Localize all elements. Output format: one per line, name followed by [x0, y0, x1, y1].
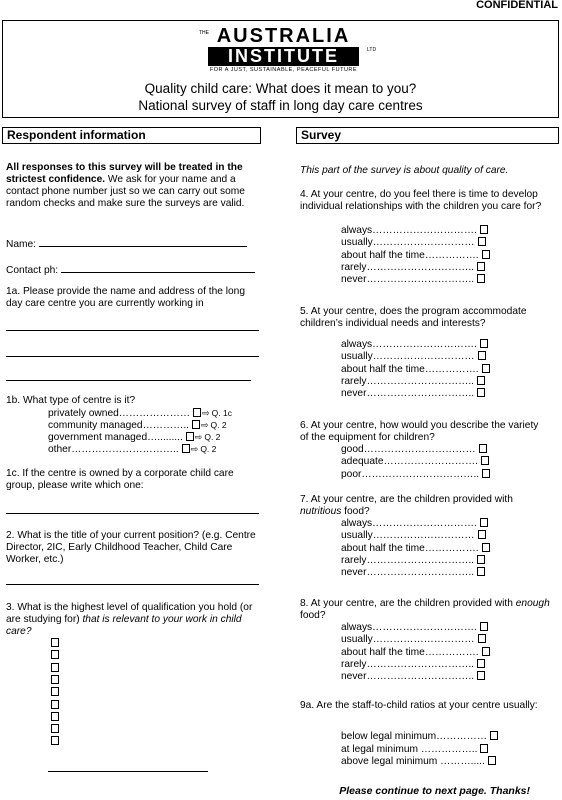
checkbox[interactable]: [477, 671, 485, 680]
q8-frequency-option[interactable]: [341, 647, 490, 659]
qualification-option[interactable]: [48, 638, 59, 650]
australia-institute-logo: [199, 25, 377, 74]
q5-frequency-option-label: rarely…………………………..: [341, 375, 475, 387]
qualification-option[interactable]: [48, 675, 59, 687]
q8-frequency-option-label: usually…………………………: [341, 634, 475, 646]
q9a-ratio-option-label: below legal minimum……………: [341, 731, 488, 742]
checkbox[interactable]: [51, 675, 59, 684]
q6-variety-option-label: poor……………………………..: [341, 468, 480, 480]
q3-text: 3. What is the highest level of qualification you hold (or are studying for): [6, 602, 253, 625]
qualification-option[interactable]: [48, 663, 59, 675]
q9a-ratio-option-label: at legal minimum ……………..: [341, 743, 478, 755]
checkbox[interactable]: [481, 456, 489, 465]
skip-to-label: Q. 2: [204, 432, 221, 442]
checkbox[interactable]: [478, 634, 486, 643]
q7-frequency-option-label: about half the time…………….: [341, 542, 479, 554]
q8-italic: enough: [515, 598, 550, 609]
question-2: 2. What is the title of your current position? (e.g. Centre Director, 2IC, Early Childhood Teacher, Child Care Worker, etc.): [6, 530, 256, 565]
checkbox[interactable]: [477, 262, 485, 271]
question-4: 4. At your centre, do you feel there is time to develop individual relationships with the children you care for?: [300, 189, 542, 212]
checkbox[interactable]: [51, 736, 59, 745]
q5-frequency-option-label: about half the time…………….: [341, 363, 479, 375]
arrow-right-icon: ⇨: [194, 432, 203, 442]
q4-frequency-option[interactable]: [341, 274, 485, 286]
skip-to-label: Q. 2: [210, 420, 227, 430]
q7-frequency-option[interactable]: [341, 555, 485, 567]
q7-frequency-option-label: rarely…………………………..: [341, 554, 475, 566]
q4-frequency-option[interactable]: [341, 250, 490, 262]
checkbox[interactable]: [51, 724, 59, 733]
q5-frequency-option[interactable]: [341, 351, 486, 363]
q5-frequency-option-label: always………………………….: [341, 339, 477, 350]
q9a-ratio-option[interactable]: [341, 756, 496, 768]
checkbox[interactable]: [478, 530, 486, 539]
q8-frequency-option-label: about half the time…………….: [341, 646, 479, 658]
q2-answer-line[interactable]: [6, 584, 259, 585]
question-6: 6. At your centre, how would you describe the variety of the equipment for children?: [300, 420, 539, 443]
q6-variety-option-label: good……………………………: [341, 444, 476, 455]
survey-title: Quality child care: What does it mean to you?: [144, 81, 417, 96]
respondent-info-header: Respondent information: [2, 127, 261, 144]
q8-end: food?: [300, 610, 326, 621]
question-5: 5. At your centre, does the program accommodate children’s individual needs and interests?: [300, 306, 527, 329]
centre-type-option-label: community managed…………..: [48, 420, 189, 431]
logo-ltd: LTD: [367, 47, 377, 53]
checkbox[interactable]: [193, 408, 201, 417]
q4-frequency-option-label: always………………………….: [341, 225, 477, 236]
name-field[interactable]: [39, 236, 247, 247]
question-9a: 9a. Are the staff-to-child ratios at your centre usually:: [300, 700, 538, 711]
q7-frequency-option[interactable]: [341, 530, 486, 542]
q7-frequency-option-label: always………………………….: [341, 518, 477, 529]
q1a-answer-line-2[interactable]: [6, 356, 259, 357]
qualification-option[interactable]: [48, 712, 59, 724]
q8-frequency-option[interactable]: [341, 671, 485, 683]
q7-end: food?: [341, 506, 370, 517]
arrow-right-icon: ⇨: [190, 444, 199, 454]
name-label: Name:: [6, 239, 39, 250]
q5-frequency-option[interactable]: [341, 388, 485, 400]
q7-frequency-option[interactable]: [341, 518, 488, 530]
checkbox[interactable]: [480, 225, 488, 234]
checkbox[interactable]: [477, 274, 485, 283]
question-1c: 1c. If the centre is owned by a corporate child care group, please write which one:: [6, 468, 234, 491]
question-8: [300, 598, 552, 622]
qualification-option[interactable]: [48, 650, 59, 662]
checkbox[interactable]: [482, 469, 490, 478]
contact-phone-field[interactable]: [61, 262, 255, 273]
checkbox[interactable]: [478, 351, 486, 360]
checkbox[interactable]: [478, 237, 486, 246]
intro-bold: All responses to this survey will be treated in the strictest confidence.: [6, 162, 243, 185]
q4-frequency-option-label: about half the time…………….: [341, 249, 479, 261]
q6-variety-option[interactable]: [341, 469, 490, 481]
q8-frequency-option-label: rarely…………………………..: [341, 658, 475, 670]
q6-variety-option[interactable]: [341, 456, 489, 468]
confidential-label: CONFIDENTIAL: [476, 0, 558, 11]
name-row: [6, 236, 247, 251]
checkbox[interactable]: [477, 388, 485, 397]
q1c-answer-line[interactable]: [6, 513, 259, 514]
qualification-option[interactable]: [48, 724, 59, 736]
q3-italic: that is relevant to your work in child care?: [6, 614, 242, 637]
survey-header: [2, 20, 559, 118]
q7-frequency-option-label: never…………………………..: [341, 567, 475, 579]
q7-frequency-option[interactable]: [341, 567, 485, 579]
q8-frequency-option-label: always………………………….: [341, 622, 477, 633]
q5-frequency-option-label: usually…………………………: [341, 351, 475, 363]
q6-variety-option[interactable]: [341, 444, 487, 456]
question-1a: 1a. Please provide the name and address of the long day care centre you are currently working in: [6, 286, 246, 309]
intro-text: [6, 162, 256, 210]
q9a-ratio-option-label: above legal minimum ……….....: [341, 756, 485, 767]
survey-intro: This part of the survey is about quality of care.: [300, 165, 509, 176]
checkbox[interactable]: [182, 444, 190, 453]
checkbox[interactable]: [192, 420, 200, 429]
checkbox[interactable]: [51, 712, 59, 721]
logo-line1: AUSTRALIA: [216, 25, 351, 47]
checkbox[interactable]: [51, 638, 59, 647]
checkbox[interactable]: [51, 687, 59, 696]
qualification-option[interactable]: [48, 687, 59, 699]
checkbox[interactable]: [490, 731, 498, 740]
survey-header-bar: Survey: [296, 127, 559, 144]
q9a-ratio-option[interactable]: [341, 744, 488, 756]
q8-frequency-option[interactable]: [341, 659, 485, 671]
arrow-right-icon: ⇨: [200, 420, 209, 430]
survey-subtitle: National survey of staff in long day care centres: [138, 98, 423, 113]
logo-tagline: FOR A JUST, SUSTAINABLE, PEACEFUL FUTURE: [209, 67, 358, 73]
checkbox[interactable]: [480, 622, 488, 631]
q5-frequency-option-label: never…………………………..: [341, 388, 475, 400]
q4-frequency-option[interactable]: [341, 237, 486, 249]
qualification-option[interactable]: [48, 736, 59, 748]
centre-type-option[interactable]: [48, 443, 216, 456]
q5-frequency-option[interactable]: [341, 364, 490, 376]
checkbox[interactable]: [51, 650, 59, 659]
checkbox[interactable]: [186, 432, 194, 441]
checkbox[interactable]: [477, 659, 485, 668]
q7-frequency-option[interactable]: [341, 543, 490, 555]
contact-label: Contact ph:: [6, 265, 61, 276]
logo-the: THE: [199, 30, 209, 36]
contact-row: [6, 262, 255, 277]
checkbox[interactable]: [480, 339, 488, 348]
checkbox[interactable]: [482, 364, 490, 373]
logo-line2: INSTITUTE: [208, 47, 359, 66]
checkbox[interactable]: [477, 376, 485, 385]
qualification-option[interactable]: [48, 700, 59, 712]
q4-frequency-option-label: usually…………………………: [341, 237, 475, 249]
q6-variety-option-label: adequate……………………….: [341, 456, 479, 468]
arrow-right-icon: ⇨: [202, 408, 210, 418]
respondent-column: [6, 162, 256, 210]
checkbox[interactable]: [477, 567, 485, 576]
continue-footer: Please continue to next page. Thanks!: [339, 785, 530, 797]
q7-text: 7. At your centre, are the children provided with: [300, 494, 513, 505]
q4-frequency-option-label: rarely…………………………..: [341, 261, 475, 273]
q1a-answer-line-3[interactable]: [6, 380, 251, 381]
centre-type-option-label: privately owned…………………: [48, 408, 191, 419]
q5-frequency-option[interactable]: [341, 376, 485, 388]
q4-frequency-option[interactable]: [341, 262, 485, 274]
intro-rest: We ask for your name and a contact phone number just so we can carry out some random checks and make sure the surveys are valid.: [6, 174, 245, 209]
specify-field[interactable]: [48, 761, 208, 772]
qualification-option[interactable]: [48, 761, 208, 776]
checkbox[interactable]: [488, 756, 496, 765]
question-1b: 1b. What type of centre is it?: [6, 395, 136, 406]
q1a-answer-line-1[interactable]: [6, 330, 259, 331]
checkbox[interactable]: [482, 543, 490, 552]
q4-frequency-option[interactable]: [341, 225, 488, 237]
q7-frequency-option-label: usually…………………………: [341, 530, 475, 542]
q8-frequency-option[interactable]: [341, 634, 486, 646]
checkbox[interactable]: [482, 250, 490, 259]
checkbox[interactable]: [480, 744, 488, 753]
q8-frequency-option-label: never…………………………..: [341, 671, 475, 683]
q8-frequency-option[interactable]: [341, 622, 488, 634]
checkbox[interactable]: [477, 555, 485, 564]
checkbox[interactable]: [480, 518, 488, 527]
centre-type-option-label: government managed….........: [48, 432, 183, 443]
q4-frequency-option-label: never…………………………..: [341, 274, 475, 286]
q9a-ratio-option[interactable]: [341, 731, 498, 743]
checkbox[interactable]: [479, 444, 487, 453]
q5-frequency-option[interactable]: [341, 339, 488, 351]
skip-to-label: Q. 1c: [211, 408, 232, 418]
checkbox[interactable]: [51, 700, 59, 709]
checkbox[interactable]: [482, 647, 490, 656]
checkbox[interactable]: [51, 663, 59, 672]
q8-text: 8. At your centre, are the children provided with: [300, 598, 516, 609]
centre-type-option-label: other…………………………..: [48, 444, 179, 455]
question-3: [6, 602, 262, 638]
skip-to-label: Q. 2: [200, 444, 217, 454]
question-7: [300, 494, 552, 518]
q7-italic: nutritious: [300, 506, 342, 517]
